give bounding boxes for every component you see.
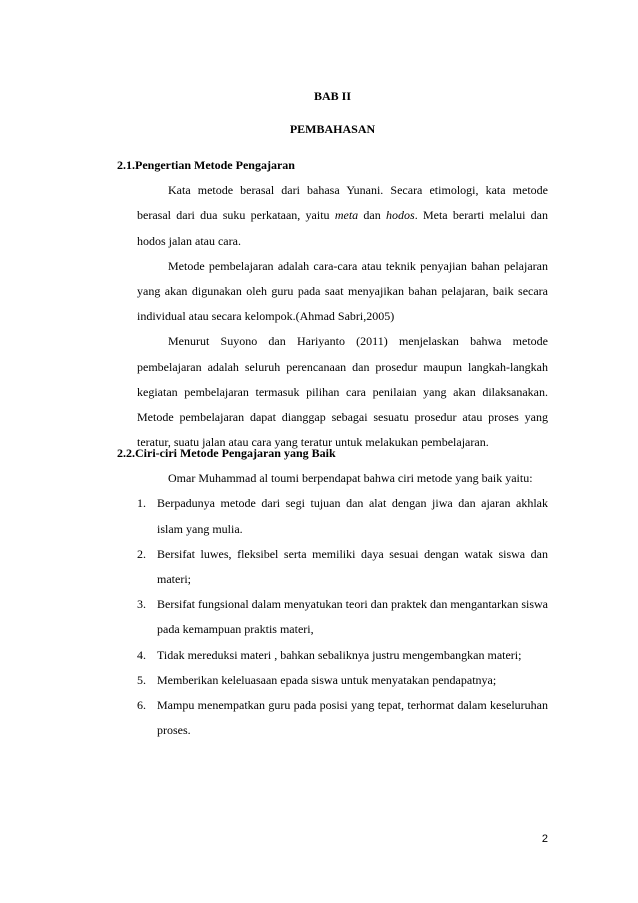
list-item [117,668,548,693]
list-item-text: Mampu menempatkan guru pada posisi yang tepat, terhormat dalam keseluruhan proses. [157,698,548,738]
list-item-text: Bersifat luwes, fleksibel serta memiliki daya sesuai dengan watak siswa dan materi; [157,546,548,587]
list-item-text: Memberikan keleluasaan epada siswa untuk menyatakan pendapatnya; [157,672,497,687]
section-1-heading: 2.1.Pengertian Metode Pengajaran [117,158,295,172]
section-1-paragraph-3: Menurut Suyono dan Hariyanto (2011) menjelaskan bahwa metode pembelajaran adalah seluruh perencanaan dan prosedur maupun langkah-langkah kegiatan pembelajaran termasuk pilihan cara penilaian yang akan dilaksanakan. Metode pembelajaran dapat dianggap sebagai sesuatu prosedur atau proses yang teratur, suatu jalan atau cara yang teratur untuk melakukan pembelajaran. [137,334,548,450]
section-1 [117,153,548,455]
list-item-number: 2. [137,546,146,561]
list-item [117,542,548,592]
criteria-list [117,491,548,743]
list-item-number: 1. [137,496,146,511]
term-hodos: hodos [386,208,415,223]
list-item [117,693,548,743]
paragraph-1-text-c: . Meta berarti melalui dan hodos jalan atau cara. [137,208,549,248]
paragraph-1-text-b: dan [358,208,387,223]
section-2-heading: 2.2.Ciri-ciri Metode Pengajaran yang Baik [117,446,336,460]
paragraph-1-text-a: Kata metode berasal dari bahasa Yunani. Secara etimologi, kata metode berasal dari dua suku perkataan, yaitu [137,183,548,223]
section-2-intro: Omar Muhammad al toumi berpendapat bahwa ciri metode yang baik yaitu: [168,471,533,486]
list-item-number: 3. [137,597,146,612]
list-item-number: 5. [137,672,146,687]
chapter-label: BAB II [313,89,351,103]
term-meta: meta [334,208,359,223]
page-number: 2 [541,833,548,845]
list-item [117,491,548,541]
list-item [117,592,548,642]
list-item-text: Tidak mereduksi materi , bahkan sebaliknya justru mengembangkan materi; [157,647,522,662]
section-1-paragraph-2: Metode pembelajaran adalah cara-cara atau teknik penyajian bahan pelajaran yang akan digunakan oleh guru pada saat menyajikan bahan pelajaran, baik secara individual atau secara kelompok.(Ahmad Sabri,2005) [137,258,548,324]
list-item [117,643,548,668]
list-item-number: 4. [137,647,146,662]
list-item-number: 6. [137,698,146,713]
list-item-text: Berpadunya metode dari segi tujuan dan alat dengan jiwa dan ajaran akhlak islam yang mulia. [157,496,548,536]
section-1-paragraph-1 [117,178,548,254]
section-2 [117,441,548,743]
list-item-text: Bersifat fungsional dalam menyatukan teori dan praktek dan mengantarkan siswa pada kemampuan praktis materi, [157,597,548,637]
page-title: PEMBAHASAN [289,122,376,136]
